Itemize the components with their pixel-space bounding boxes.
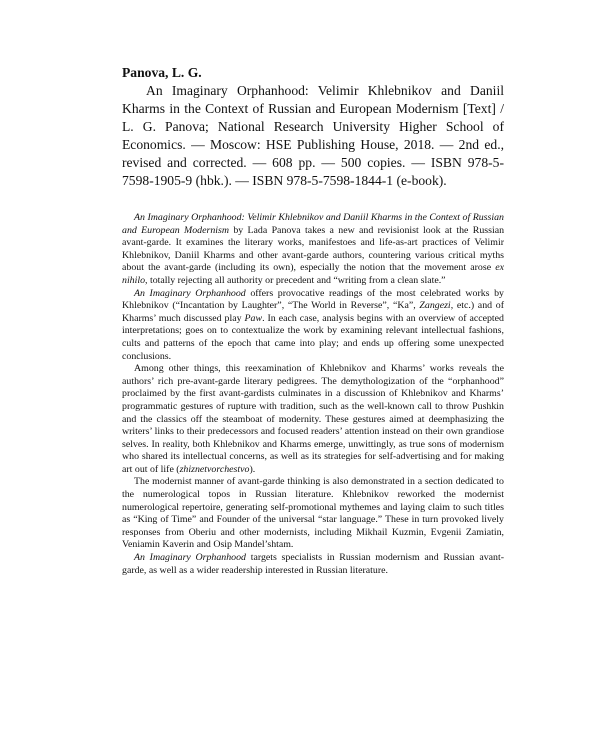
abstract-paragraph-2	[122, 288, 504, 364]
abstract-text: ).	[249, 463, 256, 475]
abstract-text: offers provocative readings of the most celebrated works by Khlebnikov (“Incantation by Laughter”, “The World in Reverse”, “Ka”,	[122, 287, 504, 312]
book-title-italic: An Imaginary Orphanhood: Velimir Khlebnikov and Daniil Kharms in the Context of Russian and European Modernism	[122, 212, 504, 236]
work-title-italic: Zangezi	[419, 300, 451, 312]
bibliographic-record	[122, 64, 504, 190]
abstract-text: The modernist manner of avant-garde thinking is also demonstrated in a section dedicated to the numerological topos in Russian literature. Khlebnikov reworked the modernist numerological repertoire, generating self-promotional mythemes and laying claim to such titles as “King of Time” and Founder of the universal “star language.” These in turn provoked lively responses from Oberiu and other modernists, including Mikhail Kuzmin, Evgenii Zamiatin, Veniamin Kaverin and Osip Mandel’shtam.	[122, 476, 504, 551]
book-title-italic: An Imaginary Orphanhood	[134, 552, 246, 564]
work-title-italic: Paw	[244, 312, 263, 324]
abstract	[122, 212, 504, 577]
latin-term-italic: ex nihilo	[122, 262, 504, 286]
author-heading: Panova, L. G.	[122, 65, 202, 80]
abstract-paragraph-1	[122, 212, 504, 288]
book-title-italic: An Imaginary Orphanhood	[134, 287, 246, 299]
abstract-paragraph-4	[122, 476, 504, 552]
abstract-paragraph-3	[122, 363, 504, 476]
abstract-text: , totally rejecting all authority or precedent and “writing from a clean slate.”	[145, 274, 446, 286]
abstract-text: by Lada Panova takes a new and revisionist look at the Russian avant-garde. It examines the literary works, manifestoes and life-as-art practices of Velimir Khlebnikov, Daniil Kharms and other avant-garde authors, countering various critical myths about the avant-garde (including its own), especially the notion that the movement arose	[122, 224, 505, 274]
abstract-paragraph-5	[122, 552, 504, 577]
abstract-text: targets specialists in Russian modernism and Russian avant-garde, as well as a wider readership interested in Russian literature.	[122, 552, 504, 576]
russian-term-italic: zhiznetvorchestvo	[179, 463, 250, 475]
bibliographic-entry: An Imaginary Orphanhood: Velimir Khlebnikov and Daniil Kharms in the Context of Russian and European Modernism [Text] / L. G. Panova; National Research University Higher School of Economics. — Moscow: HSE Publishing House, 2018. — 2nd ed., revised and corrected. — 608 pp. — 500 copies. — ISBN 978-5-7598-1905-9 (hbk.). — ISBN 978-5-7598-1844-1 (e-book).	[122, 83, 504, 188]
abstract-text: , etc.) and of Kharms’ much discussed play	[122, 300, 504, 324]
abstract-text: . In each case, analysis begins with an overview of accepted interpretations; goes on to contextualize the work by examining relevant intellectual fashions, cults and patterns of the epoch that came into play; and ends up offering some unexpected conclusions.	[122, 312, 504, 362]
abstract-text: Among other things, this reexamination of Khlebnikov and Kharms’ works reveals the authors’ rich pre-avant-garde literary pedigrees. The demythologization of the “orphanhood” proclaimed by the first avant-gardists culminates in a discussion of Khlebnikov and Kharms’ programmatic gestures of rupture with tradition, such as the well-known call to throw Pushkin and the classics off the steamboat of modernity. These gestures aimed at deemphasizing the writers’ links to their predecessors and focused readers’ attention instead on their own grandiose selves. In reality, both Khlebnikov and Kharms emerge, unwittingly, as true sons of modernism who shared its intellectual concerns, as well as its strategies for self-advertising and for making art out of life (	[122, 363, 504, 475]
